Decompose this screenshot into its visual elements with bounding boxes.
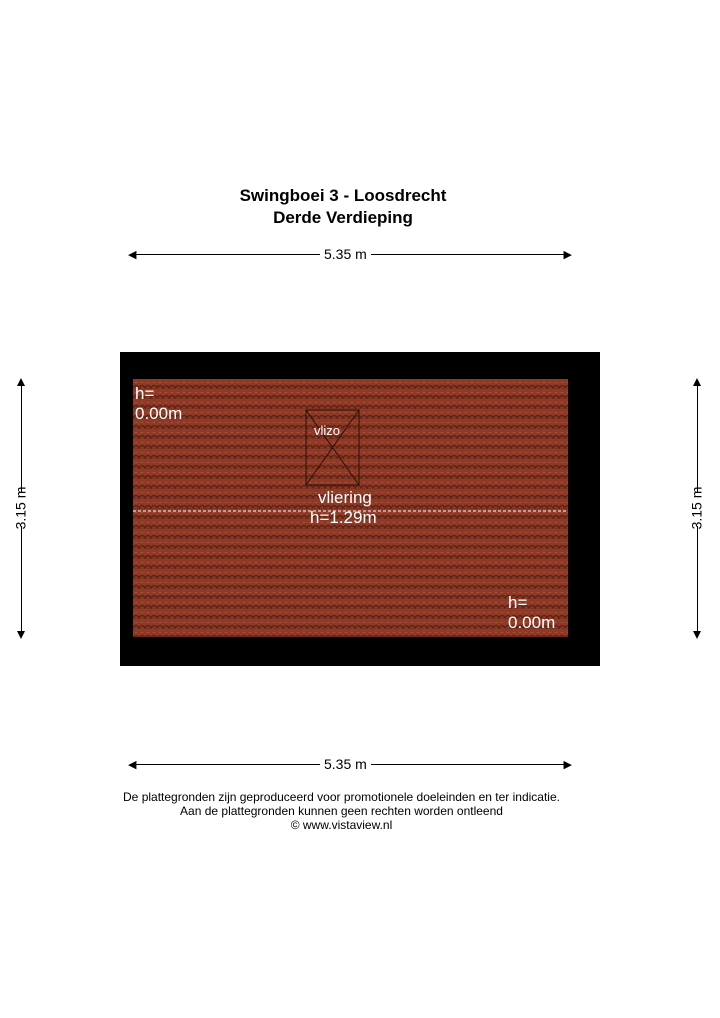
floor-name: Derde Verdieping [273, 208, 413, 227]
arrow-right-icon: ▶ [563, 759, 572, 771]
copyright-link[interactable]: © www.vistaview.nl [290, 818, 393, 832]
corner-height-top-left [135, 384, 182, 424]
arrow-up-icon [17, 378, 25, 386]
arrow-left-icon: ◀ [128, 249, 137, 261]
dimension-right-label: 3.15 m [688, 486, 705, 530]
room-vliering [310, 488, 377, 528]
dimension-right [688, 380, 705, 637]
room-name: vliering [318, 488, 372, 507]
disclaimer-line-2: Aan de plattegronden kunnen geen rechten worden ontleend [180, 804, 503, 818]
corner-height-label: h= [135, 384, 155, 403]
dimension-left-label: 3.15 m [12, 486, 29, 530]
arrow-left-icon: ◀ [128, 759, 137, 771]
floor-plan [120, 352, 600, 666]
corner-height-value: 0.00m [135, 404, 183, 423]
dimension-top [130, 245, 570, 265]
dimension-bottom [130, 755, 570, 775]
disclaimer [0, 790, 683, 832]
disclaimer-line-1: De plattegronden zijn geproduceerd voor promotionele doeleinden en ter indicatie. [123, 790, 560, 804]
corner-height-value: 0.00m [508, 613, 556, 632]
corner-height-label: h= [508, 593, 528, 612]
dimension-left [12, 380, 29, 637]
corner-height-bottom-right [508, 593, 555, 633]
arrow-up-icon [693, 378, 701, 386]
hatch-label: vlizo [314, 423, 341, 438]
dimension-top-label: 5.35 m [320, 246, 371, 262]
arrow-right-icon: ▶ [563, 249, 572, 261]
room-height: h=1.29m [310, 508, 377, 527]
arrow-down-icon [17, 631, 25, 639]
arrow-down-icon [693, 631, 701, 639]
plan-title: Swingboei 3 - Loosdrecht [239, 186, 447, 205]
dimension-bottom-label: 5.35 m [320, 756, 371, 772]
